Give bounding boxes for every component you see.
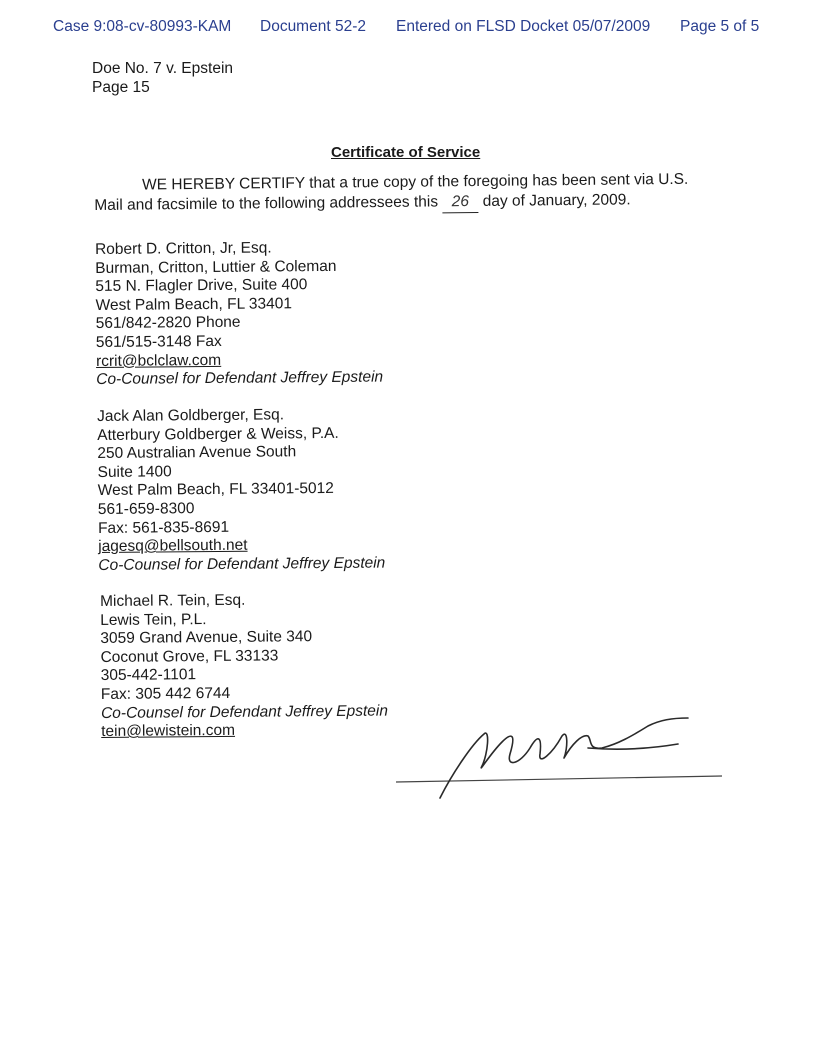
certification-line-1: WE HEREBY CERTIFY that a true copy of the foregoing has been sent via U.S. bbox=[142, 170, 689, 194]
addressee-block-3 bbox=[100, 590, 388, 741]
addressee-line: Robert D. Critton, Jr, Esq. bbox=[95, 239, 272, 258]
certification-paragraph bbox=[94, 169, 744, 217]
signature-line bbox=[396, 776, 722, 782]
addressee-line: 561/842-2820 Phone bbox=[95, 314, 241, 333]
addressee-block-1 bbox=[95, 238, 383, 389]
addressee-line: 515 N. Flagler Drive, Suite 400 bbox=[95, 276, 308, 296]
header-document-number: Document 52-2 bbox=[260, 18, 366, 35]
addressee-line: West Palm Beach, FL 33401-5012 bbox=[97, 480, 334, 500]
addressee-line: Michael R. Tein, Esq. bbox=[100, 591, 246, 610]
addressee-line: 3059 Grand Avenue, Suite 340 bbox=[100, 628, 313, 648]
addressee-line: Atterbury Goldberger & Weiss, P.A. bbox=[97, 424, 339, 444]
addressee-line: Burman, Critton, Luttier & Coleman bbox=[95, 257, 337, 277]
signature-scrawl bbox=[440, 718, 688, 798]
header-entered-date: Entered on FLSD Docket 05/07/2009 bbox=[396, 18, 651, 35]
addressee-line: 250 Australian Avenue South bbox=[97, 443, 297, 463]
header-case-number: Case 9:08-cv-80993-KAM bbox=[53, 18, 232, 35]
day-handwritten: 26 bbox=[442, 192, 478, 213]
addressee-email-link[interactable]: rcrit@bclclaw.com bbox=[95, 351, 222, 370]
addressee-line: Fax: 561-835-8691 bbox=[97, 518, 230, 537]
addressee-role: Co-Counsel for Defendant Jeffrey Epstein bbox=[100, 702, 389, 722]
addressee-line: Jack Alan Goldberger, Esq. bbox=[97, 406, 285, 425]
running-head-page: Page 15 bbox=[92, 79, 150, 96]
signature bbox=[392, 714, 732, 804]
addressee-line: Lewis Tein, P.L. bbox=[100, 610, 207, 629]
addressee-block-2 bbox=[97, 405, 385, 575]
page-title: Certificate of Service bbox=[331, 144, 481, 161]
addressee-role: Co-Counsel for Defendant Jeffrey Epstein bbox=[98, 554, 386, 574]
addressee-line: Coconut Grove, FL 33133 bbox=[100, 647, 279, 666]
running-head-case: Doe No. 7 v. Epstein bbox=[92, 60, 234, 77]
certification-line-2-end: day of January, 2009. bbox=[478, 191, 631, 210]
addressee-email-link[interactable]: tein@lewistein.com bbox=[101, 721, 236, 741]
certification-line-2-start: Mail and facsimile to the following addressees this bbox=[94, 193, 443, 214]
addressee-line: 305-442-1101 bbox=[100, 666, 197, 685]
addressee-line: West Palm Beach, FL 33401 bbox=[95, 295, 293, 314]
addressee-line: 561/515-3148 Fax bbox=[95, 332, 222, 351]
header-page-number: Page 5 of 5 bbox=[680, 18, 760, 35]
addressee-role: Co-Counsel for Defendant Jeffrey Epstein bbox=[96, 368, 384, 389]
addressee-line: Suite 1400 bbox=[97, 463, 172, 481]
addressee-line: 561-659-8300 bbox=[97, 500, 195, 518]
addressee-line: Fax: 305 442 6744 bbox=[100, 684, 231, 703]
addressee-email-link[interactable]: jagesq@bellsouth.net bbox=[98, 536, 248, 556]
